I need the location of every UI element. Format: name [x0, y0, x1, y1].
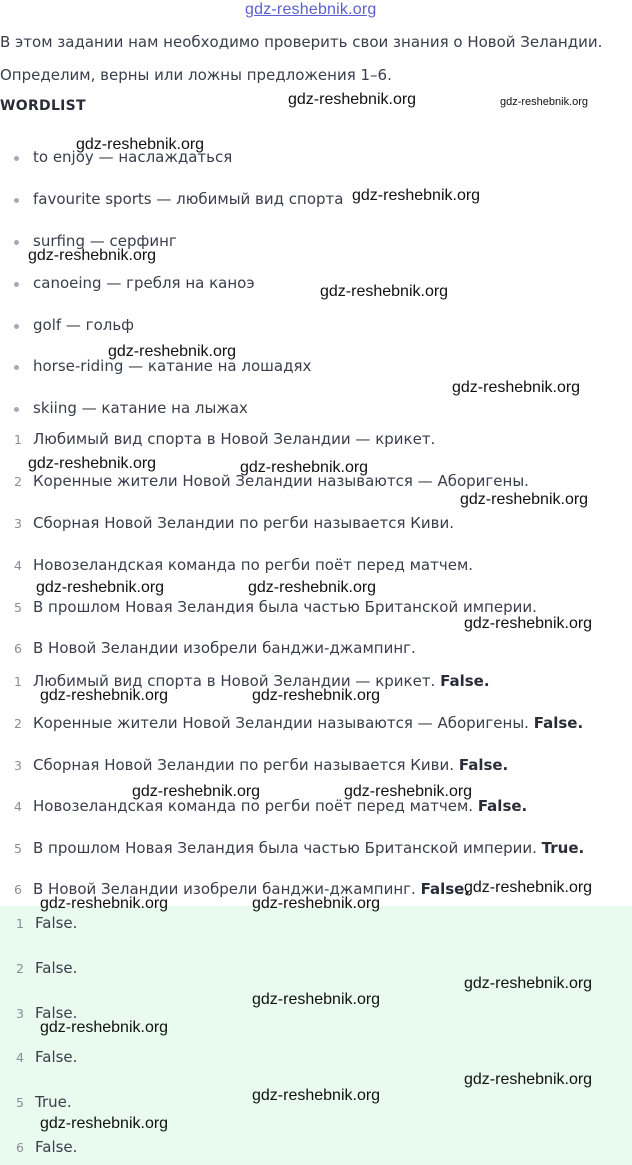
wordlist-item: golf — гольф — [33, 316, 134, 334]
judged-statement — [33, 756, 508, 774]
verdict-label: False. — [533, 714, 584, 732]
judged-number: 1 — [14, 674, 22, 689]
watermark: gdz-reshebnik.org — [464, 1071, 593, 1088]
statement-number: 4 — [14, 558, 22, 573]
intro-line-1: В этом задании нам необходимо проверить свои знания о Новой Зеландии. — [0, 33, 603, 51]
statement-text: В прошлом Новая Зеландия была частью Британской империи. — [33, 598, 537, 616]
answer-text: False. — [35, 1138, 78, 1156]
statement-text: В Новой Зеландии изобрели банджи-джампинг. — [33, 639, 416, 657]
answer-text: False. — [35, 959, 78, 977]
statement-text: Новозеландская команда по регби поёт перед матчем. — [33, 556, 474, 574]
watermark: gdz-reshebnik.org — [344, 783, 473, 800]
watermark: gdz-reshebnik.org — [40, 687, 169, 704]
wordlist-item: surfing — серфинг — [33, 232, 177, 250]
judged-statement — [33, 714, 583, 732]
verdict-label: False. — [458, 756, 509, 774]
bullet-icon — [14, 324, 19, 329]
answer-text: False. — [35, 914, 78, 932]
watermark: gdz-reshebnik.org — [40, 1019, 169, 1036]
statement-text: Коренные жители Новой Зеландии называются — Аборигены. — [33, 472, 529, 490]
bullet-icon — [14, 407, 19, 412]
wordlist-item: horse-riding — катание на лошадях — [33, 357, 312, 375]
judged-text: Новозеландская команда по регби поёт перед матчем. — [33, 797, 474, 815]
intro-line-2: Определим, верны или ложны предложения 1–6. — [0, 66, 392, 84]
statement-text: Сборная Новой Зеландии по регби называется Киви. — [33, 514, 455, 532]
bullet-icon — [14, 198, 19, 203]
statement-number: 6 — [14, 641, 22, 656]
watermark: gdz-reshebnik.org — [252, 687, 381, 704]
watermark: gdz-reshebnik.org — [464, 615, 593, 632]
watermark: gdz-reshebnik.org — [248, 579, 377, 596]
verdict-label: False. — [477, 797, 528, 815]
judged-text: Коренные жители Новой Зеландии называются — Аборигены. — [33, 714, 529, 732]
judged-number: 2 — [14, 716, 22, 731]
answer-text: True. — [35, 1093, 72, 1111]
statement-text: Любимый вид спорта в Новой Зеландии — крикет. — [33, 430, 436, 448]
verdict-label: False. — [420, 880, 471, 898]
answer-number: 4 — [16, 1050, 24, 1065]
watermark: gdz-reshebnik.org — [240, 459, 369, 476]
watermark: gdz-reshebnik.org — [76, 136, 205, 153]
watermark: gdz-reshebnik.org — [36, 579, 165, 596]
statement-number: 2 — [14, 474, 22, 489]
wordlist-item: favourite sports — любимый вид спорта — [33, 190, 344, 208]
watermark: gdz-reshebnik.org — [460, 491, 589, 508]
bullet-icon — [14, 240, 19, 245]
bullet-icon — [14, 156, 19, 161]
wordlist-title: WORDLIST — [0, 98, 86, 114]
watermark: gdz-reshebnik.org — [108, 343, 237, 360]
judged-number: 6 — [14, 882, 22, 897]
answer-text: False. — [35, 1004, 78, 1022]
answer-number: 1 — [16, 916, 24, 931]
answer-number: 3 — [16, 1006, 24, 1021]
judged-statement — [33, 839, 584, 857]
wordlist-item: canoeing — гребля на каноэ — [33, 274, 255, 292]
judged-number: 4 — [14, 799, 22, 814]
watermark: gdz-reshebnik.org — [132, 783, 261, 800]
watermark: gdz-reshebnik.org — [464, 975, 593, 992]
statement-number: 5 — [14, 600, 22, 615]
answer-text: False. — [35, 1048, 78, 1066]
watermark: gdz-reshebnik.org — [28, 247, 157, 264]
watermark: gdz-reshebnik.org — [40, 895, 169, 912]
watermark: gdz-reshebnik.org — [452, 379, 581, 396]
bullet-icon — [14, 365, 19, 370]
verdict-label: True. — [541, 839, 585, 857]
judged-text: Сборная Новой Зеландии по регби называется Киви. — [33, 756, 455, 774]
bullet-icon — [14, 282, 19, 287]
verdict-label: False. — [440, 672, 490, 690]
wordlist-item: to enjoy — наслаждаться — [33, 148, 233, 166]
answer-number: 2 — [16, 961, 24, 976]
watermark: gdz-reshebnik.org — [352, 187, 481, 204]
judged-text: В прошлом Новая Зеландия была частью Британской империи. — [33, 839, 537, 857]
statement-number: 1 — [14, 432, 22, 447]
watermark: gdz-reshebnik.org — [320, 283, 449, 300]
judged-text: В Новой Зеландии изобрели банджи-джампинг. — [33, 880, 416, 898]
watermark: gdz-reshebnik.org — [464, 879, 593, 896]
judged-number: 5 — [14, 841, 22, 856]
wordlist-item: skiing — катание на лыжах — [33, 399, 248, 417]
watermark: gdz-reshebnik.org — [28, 455, 157, 472]
watermark: gdz-reshebnik.org — [288, 91, 417, 108]
watermark: gdz-reshebnik.org — [500, 96, 589, 108]
judged-text: Любимый вид спорта в Новой Зеландии — крикет. — [33, 672, 436, 690]
site-header-link[interactable]: gdz-reshebnik.org — [245, 1, 377, 18]
watermark: gdz-reshebnik.org — [252, 991, 381, 1008]
statement-number: 3 — [14, 516, 22, 531]
answer-number: 6 — [16, 1140, 24, 1155]
answer-number: 5 — [16, 1095, 24, 1110]
judged-number: 3 — [14, 758, 22, 773]
watermark: gdz-reshebnik.org — [252, 895, 381, 912]
watermark: gdz-reshebnik.org — [252, 1087, 381, 1104]
watermark: gdz-reshebnik.org — [40, 1115, 169, 1132]
